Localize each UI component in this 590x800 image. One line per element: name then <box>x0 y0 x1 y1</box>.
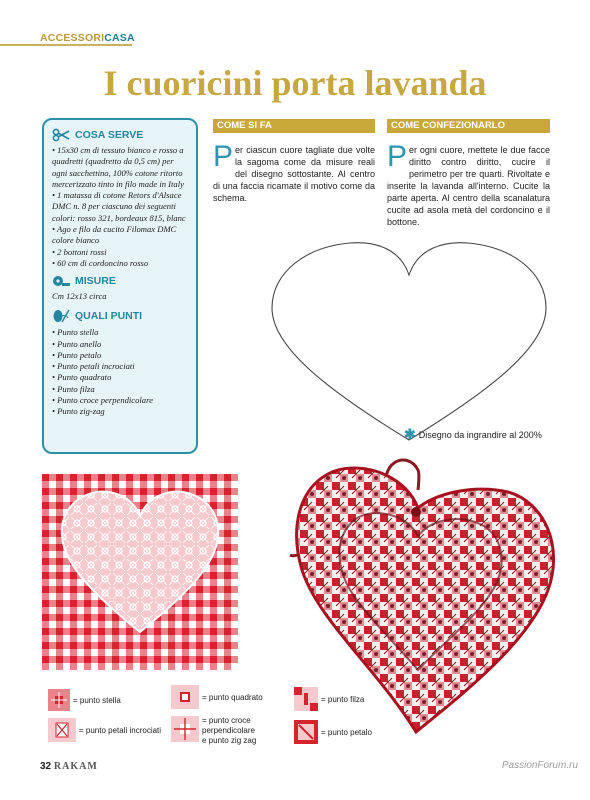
page-footer <box>40 761 98 772</box>
stitch-item: • Punto filza <box>52 384 188 395</box>
snowflake-icon: ✱ <box>404 426 416 442</box>
materials-list <box>52 145 188 269</box>
size-text: Cm 12x13 circa <box>52 291 107 302</box>
stitch-item: • Punto anello <box>52 339 188 350</box>
stitches-heading <box>52 308 188 324</box>
materials-box <box>42 118 198 454</box>
how-to-column <box>213 119 375 204</box>
section-tag <box>40 32 135 44</box>
watermark: PassionForum.ru <box>501 760 578 771</box>
assembly-text-block <box>387 140 550 228</box>
filza-stitch-icon <box>294 687 318 711</box>
stitch-item: • Punto quadrato <box>52 372 188 383</box>
stella-stitch-icon <box>48 689 70 711</box>
legend-item-croce <box>171 716 256 746</box>
legend-item-filza <box>294 687 364 711</box>
material-item: • 2 bottoni rossi <box>52 247 188 258</box>
heart-outline-template <box>262 238 552 448</box>
materials-heading <box>52 128 188 142</box>
material-item: • 60 cm di cordoncino rosso <box>52 258 188 269</box>
stitches-list <box>52 327 188 417</box>
subsection-label: CASA <box>104 32 135 44</box>
legend-label-line: perpendicolare <box>202 726 255 735</box>
legend-item-quadrato <box>171 685 263 709</box>
material-item: • Ago e filo da cucito Filomax DMC colore bianco <box>52 224 188 247</box>
quadrato-stitch-icon <box>171 685 199 709</box>
legend-label-line: e punto zig zag <box>202 736 257 745</box>
legend-label-multiline <box>202 716 256 746</box>
embroidery-chart <box>42 474 238 670</box>
template-caption <box>404 426 542 443</box>
legend-item-petalo <box>294 720 372 744</box>
petalo-stitch-icon <box>294 720 318 744</box>
how-to-text: er ciascun cuore tagliate due volte la sagoma come da misure reali del disegno sottostante. Al centro di una faccia ricamate il motivo come da schema. <box>213 145 375 203</box>
stitch-item: • Punto stella <box>52 327 188 338</box>
legend-item-petali-incrociati <box>48 718 161 742</box>
stitch-item: • Punto zig-zag <box>52 406 188 417</box>
legend-label: = punto petali incrociati <box>79 725 162 735</box>
stitch-item: • Punto petalo <box>52 350 188 361</box>
how-to-dropcap: P <box>213 140 234 173</box>
assembly-column <box>387 119 550 228</box>
stitch-item: • Punto petali incrociati <box>52 361 188 372</box>
assembly-heading: COME CONFEZIONARLO <box>387 119 550 133</box>
tape-measure-icon <box>52 274 70 288</box>
assembly-dropcap: P <box>387 140 408 173</box>
magazine-name: RAKAM <box>53 761 98 772</box>
scissors-icon <box>52 128 70 142</box>
how-to-heading: COME SI FA <box>213 119 375 133</box>
petali-incrociati-stitch-icon <box>48 718 76 742</box>
materials-heading-text: COSA SERVE <box>75 129 144 141</box>
header-rule <box>0 44 132 46</box>
material-item: • 1 matassa di cotone Retors d'Alsace DMC n. 8 per ciascuno dei seguenti colori: rosso 321, bordeaux 815, blanc <box>52 190 188 224</box>
legend-label: = punto filza <box>321 694 365 704</box>
section-label: ACCESSORI <box>40 32 105 44</box>
croce-stitch-icon <box>171 716 199 742</box>
page-number: 32 <box>40 761 52 772</box>
stitches-heading-text: QUALI PUNTI <box>75 310 143 323</box>
needle-thread-icon <box>52 308 70 324</box>
material-item: • 15x30 cm di tessuto bianco e rosso a quadretti (quadretto da 0,5 cm) per ogni sacchettino, 100% cotone ritorto mercerizzato tinto in filo made in Italy <box>52 145 188 190</box>
stitch-item: • Punto croce perpendicolare <box>52 395 188 406</box>
assembly-text: er ogni cuore, mettete le due facce diritto contro diritto, cucire il perimetro per tre quarti. Rivoltate e inserite la lavanda all'interno. Cucite la parte aperta. Al centro della scanalatura cucite ad asola metà del cordoncino e il bottone. <box>387 145 550 227</box>
legend-label: = punto quadrato <box>202 692 263 702</box>
legend-label-line: = punto croce <box>202 716 251 725</box>
size-heading-text: MISURE <box>75 275 116 288</box>
legend-item-stella <box>48 689 121 711</box>
how-to-text-block <box>213 140 375 204</box>
size-heading <box>52 274 188 288</box>
caption-text: Disegno da ingrandire al 200% <box>418 429 542 440</box>
legend-label: = punto stella <box>73 695 121 705</box>
page-title: I cuoricini porta lavanda <box>103 63 487 103</box>
legend-label: = punto petalo <box>321 727 372 737</box>
